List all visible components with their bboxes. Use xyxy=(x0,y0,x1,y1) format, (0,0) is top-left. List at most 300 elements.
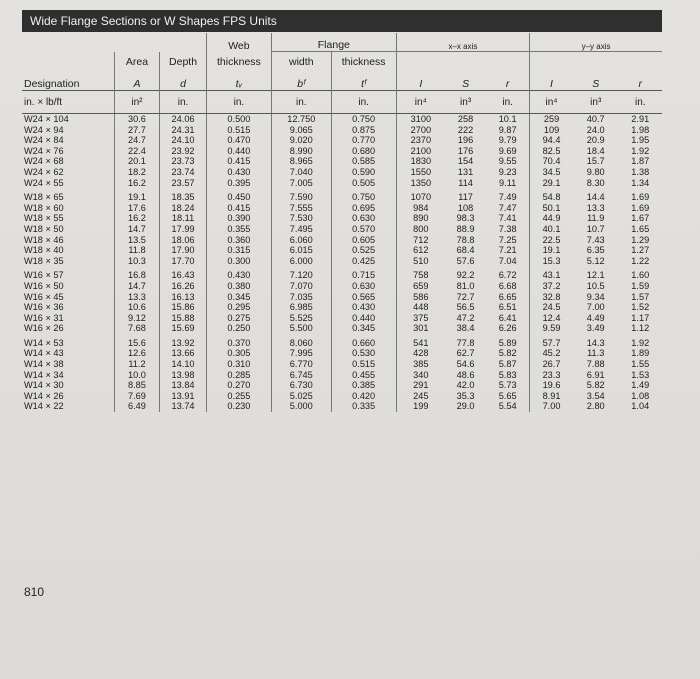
designation-cell: W16 × 50 xyxy=(24,280,64,291)
value-cell: 0.505 xyxy=(331,178,396,189)
value-cell: 1.69 xyxy=(631,202,650,213)
value-cell: 1.29 xyxy=(631,234,650,245)
table-row xyxy=(22,213,662,224)
value-cell: 12.1 xyxy=(586,270,605,281)
value-cell: 23.74 xyxy=(160,167,207,178)
value-cell: 1.04 xyxy=(631,401,650,412)
value-cell: 16.43 xyxy=(160,266,207,281)
value-cell: 12.6 xyxy=(114,348,160,359)
table-row xyxy=(22,235,662,246)
unit-cell: in⁴ xyxy=(396,91,445,114)
designation-cell: W24 × 76 xyxy=(24,145,64,156)
value-cell: 5.87 xyxy=(498,359,517,370)
value-cell: 6.68 xyxy=(498,280,517,291)
value-cell: 245 xyxy=(396,391,445,402)
value-cell: 24.31 xyxy=(160,125,207,136)
value-cell: 2100 xyxy=(396,146,445,157)
value-cell: 5.025 xyxy=(271,391,331,402)
value-cell: 5.83 xyxy=(498,369,517,380)
value-cell: 6.015 xyxy=(271,245,331,256)
w-shapes-table-container xyxy=(22,33,662,412)
designation-cell: W14 × 22 xyxy=(24,401,64,412)
value-cell: 1.92 xyxy=(631,145,650,156)
web-header: Web xyxy=(206,33,271,52)
unit-cell: in⁴ xyxy=(530,91,573,114)
value-cell: 0.395 xyxy=(206,178,271,189)
table-row xyxy=(22,313,662,324)
value-cell: 5.54 xyxy=(498,401,517,412)
value-cell: 7.25 xyxy=(498,234,517,245)
value-cell: 1.27 xyxy=(631,245,650,256)
table-header xyxy=(22,33,662,114)
value-cell: 0.345 xyxy=(206,292,271,303)
unit-cell: in. xyxy=(486,91,529,114)
designation-cell: W18 × 65 xyxy=(24,192,64,203)
value-cell: 5.500 xyxy=(271,323,331,334)
unit-cell: in. xyxy=(271,91,331,114)
value-cell: 42.0 xyxy=(456,380,475,391)
unit-cell: in. xyxy=(331,91,396,114)
value-cell: 0.355 xyxy=(206,224,271,235)
value-cell: 20.9 xyxy=(586,135,605,146)
value-cell: 0.440 xyxy=(206,146,271,157)
value-cell: 0.585 xyxy=(331,156,396,167)
value-cell: 19.1 xyxy=(114,188,160,203)
value-cell: 0.440 xyxy=(331,313,396,324)
value-cell: 18.35 xyxy=(160,188,207,203)
value-cell: 301 xyxy=(396,323,445,334)
value-cell: 56.5 xyxy=(456,302,475,313)
value-cell: 0.450 xyxy=(206,188,271,203)
value-cell: 19.1 xyxy=(530,245,573,256)
value-cell: 12.4 xyxy=(530,313,573,324)
value-cell: 11.8 xyxy=(114,245,160,256)
value-cell: 9.11 xyxy=(499,177,517,188)
value-cell: 1.08 xyxy=(631,390,650,401)
flange-thickness-symbol: tᶠ xyxy=(331,68,396,91)
value-cell: 10.0 xyxy=(114,370,160,381)
value-cell: 0.380 xyxy=(206,281,271,292)
value-cell: 19.6 xyxy=(530,380,573,391)
value-cell: 6.000 xyxy=(271,256,331,267)
value-cell: 1.95 xyxy=(631,135,650,146)
value-cell: 199 xyxy=(396,401,445,412)
value-cell: 375 xyxy=(396,313,445,324)
value-cell: 98.3 xyxy=(456,213,475,224)
table-row xyxy=(22,146,662,157)
value-cell: 541 xyxy=(396,334,445,349)
table-row xyxy=(22,256,662,267)
value-cell: 6.985 xyxy=(271,302,331,313)
value-cell: 1.65 xyxy=(631,223,650,234)
value-cell: 82.5 xyxy=(530,146,573,157)
value-cell: 109 xyxy=(530,125,573,136)
value-cell: 0.525 xyxy=(331,245,396,256)
value-cell: 20.1 xyxy=(114,156,160,167)
value-cell: 17.6 xyxy=(114,203,160,214)
designation-cell: W18 × 60 xyxy=(24,202,64,213)
value-cell: 7.00 xyxy=(586,302,605,313)
web-thickness-symbol: tᵥ xyxy=(206,68,271,91)
value-cell: 24.10 xyxy=(160,135,207,146)
value-cell: 7.120 xyxy=(271,266,331,281)
value-cell: 17.99 xyxy=(160,224,207,235)
value-cell: 0.335 xyxy=(331,401,396,412)
table-row xyxy=(22,135,662,146)
value-cell: 9.69 xyxy=(498,145,517,156)
value-cell: 7.590 xyxy=(271,188,331,203)
value-cell: 7.49 xyxy=(498,192,517,203)
unit-cell: in. × lb/ft xyxy=(22,91,114,114)
value-cell: 18.06 xyxy=(160,235,207,246)
table-row xyxy=(22,380,662,391)
value-cell: 340 xyxy=(396,370,445,381)
value-cell: 13.92 xyxy=(160,334,207,349)
table-row xyxy=(22,245,662,256)
designation-cell: W18 × 40 xyxy=(24,245,64,256)
value-cell: 1.67 xyxy=(631,213,650,224)
value-cell: 1.53 xyxy=(631,369,650,380)
value-cell: 47.2 xyxy=(456,312,475,323)
value-cell: 78.8 xyxy=(456,234,475,245)
value-cell: 9.34 xyxy=(586,291,605,302)
value-cell: 1.49 xyxy=(631,380,650,391)
value-cell: 70.4 xyxy=(530,156,573,167)
value-cell: 291 xyxy=(396,380,445,391)
value-cell: 24.5 xyxy=(530,302,573,313)
value-cell: 0.515 xyxy=(331,359,396,370)
value-cell: 0.530 xyxy=(331,348,396,359)
value-cell: 6.41 xyxy=(498,312,517,323)
value-cell: 9.020 xyxy=(271,135,331,146)
value-cell: 7.495 xyxy=(271,224,331,235)
value-cell: 5.73 xyxy=(498,380,517,391)
value-cell: 7.070 xyxy=(271,281,331,292)
value-cell: 0.420 xyxy=(331,391,396,402)
units-row xyxy=(22,91,662,114)
designation-cell: W16 × 31 xyxy=(24,312,64,323)
value-cell: 5.525 xyxy=(271,313,331,324)
value-cell: 6.72 xyxy=(498,270,517,281)
value-cell: 57.7 xyxy=(530,334,573,349)
value-cell: 8.85 xyxy=(114,380,160,391)
flange-header: Flange xyxy=(271,33,396,52)
value-cell: 196 xyxy=(457,135,474,146)
designation-cell: W18 × 46 xyxy=(24,234,64,245)
ix-header: I xyxy=(396,68,445,91)
designation-cell: W24 × 55 xyxy=(24,177,64,188)
value-cell: 3100 xyxy=(396,114,445,125)
value-cell: 448 xyxy=(396,302,445,313)
value-cell: 0.570 xyxy=(331,224,396,235)
value-cell: 0.315 xyxy=(206,245,271,256)
value-cell: 1.38 xyxy=(631,166,650,177)
table-row xyxy=(22,167,662,178)
value-cell: 114 xyxy=(458,177,473,188)
value-cell: 984 xyxy=(396,203,445,214)
value-cell: 131 xyxy=(457,166,474,177)
value-cell: 659 xyxy=(396,281,445,292)
designation-cell: W14 × 30 xyxy=(24,380,64,391)
value-cell: 18.4 xyxy=(586,145,605,156)
value-cell: 510 xyxy=(396,256,445,267)
designation-cell: W18 × 50 xyxy=(24,223,64,234)
value-cell: 0.360 xyxy=(206,235,271,246)
table-row xyxy=(22,266,662,281)
value-cell: 14.7 xyxy=(114,281,160,292)
value-cell: 23.3 xyxy=(530,370,573,381)
value-cell: 8.060 xyxy=(271,334,331,349)
value-cell: 0.630 xyxy=(331,281,396,292)
value-cell: 1.55 xyxy=(631,359,650,370)
value-cell: 13.3 xyxy=(114,292,160,303)
value-cell: 7.38 xyxy=(498,223,517,234)
value-cell: 40.7 xyxy=(586,114,605,124)
value-cell: 0.565 xyxy=(331,292,396,303)
value-cell: 0.455 xyxy=(331,370,396,381)
value-cell: 259 xyxy=(530,114,573,125)
value-cell: 29.0 xyxy=(456,401,475,412)
value-cell: 6.770 xyxy=(271,359,331,370)
value-cell: 5.82 xyxy=(586,380,605,391)
value-cell: 7.00 xyxy=(530,401,573,412)
value-cell: 0.470 xyxy=(206,135,271,146)
value-cell: 23.57 xyxy=(160,178,207,189)
value-cell: 18.2 xyxy=(114,167,160,178)
table-row xyxy=(22,302,662,313)
value-cell: 3.54 xyxy=(586,390,605,401)
value-cell: 0.590 xyxy=(331,167,396,178)
value-cell: 43.1 xyxy=(530,266,573,281)
value-cell: 38.4 xyxy=(456,323,475,334)
value-cell: 13.74 xyxy=(160,401,207,412)
value-cell: 17.70 xyxy=(160,256,207,267)
table-row xyxy=(22,292,662,303)
value-cell: 0.285 xyxy=(206,370,271,381)
value-cell: 77.8 xyxy=(456,337,475,348)
value-cell: 176 xyxy=(457,145,474,156)
unit-cell: in² xyxy=(114,91,160,114)
value-cell: 23.73 xyxy=(160,156,207,167)
designation-cell: W14 × 34 xyxy=(24,369,64,380)
value-cell: 17.90 xyxy=(160,245,207,256)
designation-cell: W18 × 35 xyxy=(24,255,64,266)
value-cell: 24.7 xyxy=(114,135,160,146)
value-cell: 0.370 xyxy=(206,334,271,349)
value-cell: 7.88 xyxy=(586,359,605,370)
value-cell: 0.770 xyxy=(331,135,396,146)
sx-header: S xyxy=(462,78,470,90)
value-cell: 1.59 xyxy=(631,280,650,291)
value-cell: 6.26 xyxy=(498,323,517,334)
value-cell: 7.43 xyxy=(586,234,605,245)
value-cell: 0.430 xyxy=(206,266,271,281)
designation-cell: W14 × 53 xyxy=(24,337,64,348)
value-cell: 0.390 xyxy=(206,213,271,224)
sy-header: S xyxy=(592,78,600,90)
value-cell: 37.2 xyxy=(530,281,573,292)
value-cell: 1.34 xyxy=(631,177,650,188)
table-row xyxy=(22,334,662,349)
table-title: Wide Flange Sections or W Shapes FPS Units xyxy=(22,10,662,32)
value-cell: 712 xyxy=(396,235,445,246)
value-cell: 16.8 xyxy=(114,266,160,281)
value-cell: 13.84 xyxy=(160,380,207,391)
value-cell: 13.91 xyxy=(160,391,207,402)
value-cell: 0.295 xyxy=(206,302,271,313)
value-cell: 0.715 xyxy=(331,266,396,281)
designation-cell: W16 × 26 xyxy=(24,323,64,334)
value-cell: 10.3 xyxy=(114,256,160,267)
value-cell: 0.255 xyxy=(206,391,271,402)
value-cell: 7.21 xyxy=(498,245,517,256)
table-row xyxy=(22,224,662,235)
value-cell: 0.415 xyxy=(206,203,271,214)
value-cell: 9.23 xyxy=(498,166,517,177)
value-cell: 6.65 xyxy=(498,291,517,302)
value-cell: 0.385 xyxy=(331,380,396,391)
value-cell: 0.305 xyxy=(206,348,271,359)
value-cell: 5.82 xyxy=(498,348,517,359)
value-cell: 57.6 xyxy=(456,255,475,266)
value-cell: 5.000 xyxy=(271,401,331,412)
value-cell: 15.69 xyxy=(160,323,207,334)
value-cell: 1550 xyxy=(396,167,445,178)
value-cell: 14.10 xyxy=(160,359,207,370)
value-cell: 10.1 xyxy=(498,114,517,124)
value-cell: 13.98 xyxy=(160,370,207,381)
value-cell: 54.6 xyxy=(456,359,475,370)
value-cell: 5.65 xyxy=(498,390,517,401)
designation-cell: W24 × 104 xyxy=(24,114,69,124)
unit-cell: in³ xyxy=(445,91,486,114)
value-cell: 0.680 xyxy=(331,146,396,157)
value-cell: 13.3 xyxy=(586,202,605,213)
area-symbol: A xyxy=(114,68,160,91)
value-cell: 22.5 xyxy=(530,235,573,246)
value-cell: 108 xyxy=(457,202,474,213)
value-cell: 1.92 xyxy=(631,337,650,348)
value-cell: 1830 xyxy=(396,156,445,167)
value-cell: 0.415 xyxy=(206,156,271,167)
table-row xyxy=(22,370,662,381)
value-cell: 8.990 xyxy=(271,146,331,157)
value-cell: 14.7 xyxy=(114,224,160,235)
table-row xyxy=(22,323,662,334)
value-cell: 117 xyxy=(458,192,473,203)
table-row xyxy=(22,401,662,412)
value-cell: 8.91 xyxy=(530,391,573,402)
table-row xyxy=(22,359,662,370)
w-shapes-table xyxy=(22,33,662,412)
value-cell: 35.3 xyxy=(456,390,475,401)
value-cell: 0.430 xyxy=(206,167,271,178)
value-cell: 0.515 xyxy=(206,125,271,136)
unit-cell: in³ xyxy=(573,91,619,114)
value-cell: 94.4 xyxy=(530,135,573,146)
designation-header: Designation xyxy=(24,78,80,90)
value-cell: 1.87 xyxy=(631,156,650,167)
value-cell: 7.040 xyxy=(271,167,331,178)
value-cell: 40.1 xyxy=(530,224,573,235)
value-cell: 27.7 xyxy=(114,125,160,136)
flange-width-header: width xyxy=(271,52,331,69)
value-cell: 7.530 xyxy=(271,213,331,224)
value-cell: 10.7 xyxy=(586,223,605,234)
value-cell: 6.51 xyxy=(498,302,517,313)
table-row xyxy=(22,391,662,402)
value-cell: 9.065 xyxy=(271,125,331,136)
value-cell: 9.79 xyxy=(498,135,517,146)
value-cell: 13.66 xyxy=(160,348,207,359)
value-cell: 44.9 xyxy=(530,213,573,224)
value-cell: 81.0 xyxy=(456,280,475,291)
table-row xyxy=(22,178,662,189)
web-thickness-header: thickness xyxy=(206,52,271,69)
value-cell: 15.88 xyxy=(160,313,207,324)
table-body xyxy=(22,114,662,413)
value-cell: 6.49 xyxy=(114,401,160,412)
value-cell: 50.1 xyxy=(530,203,573,214)
value-cell: 7.035 xyxy=(271,292,331,303)
unit-cell: in. xyxy=(160,91,207,114)
value-cell: 0.425 xyxy=(331,256,396,267)
value-cell: 62.7 xyxy=(456,348,475,359)
table-row xyxy=(22,125,662,136)
value-cell: 15.6 xyxy=(114,334,160,349)
area-header: Area xyxy=(114,52,160,69)
flange-thickness-header: thickness xyxy=(331,52,396,69)
value-cell: 15.7 xyxy=(586,156,605,167)
value-cell: 10.5 xyxy=(586,280,605,291)
yy-axis-header: y–y axis xyxy=(530,33,662,52)
value-cell: 12.750 xyxy=(271,114,331,125)
value-cell: 1.22 xyxy=(631,255,650,266)
value-cell: 0.695 xyxy=(331,203,396,214)
value-cell: 0.430 xyxy=(331,302,396,313)
value-cell: 24.0 xyxy=(586,124,605,135)
value-cell: 1.12 xyxy=(631,323,650,334)
value-cell: 890 xyxy=(396,213,445,224)
value-cell: 34.5 xyxy=(530,167,573,178)
value-cell: 7.68 xyxy=(114,323,160,334)
value-cell: 586 xyxy=(396,292,445,303)
depth-header: Depth xyxy=(160,52,207,69)
value-cell: 30.6 xyxy=(114,114,160,125)
designation-cell: W24 × 62 xyxy=(24,166,64,177)
table-row xyxy=(22,156,662,167)
value-cell: 1.52 xyxy=(631,302,650,313)
value-cell: 4.49 xyxy=(586,312,605,323)
table-row xyxy=(22,114,662,125)
value-cell: 2370 xyxy=(396,135,445,146)
value-cell: 9.55 xyxy=(498,156,517,167)
value-cell: 10.6 xyxy=(114,302,160,313)
value-cell: 1.89 xyxy=(631,348,650,359)
designation-cell: W14 × 43 xyxy=(24,348,64,359)
value-cell: 6.91 xyxy=(586,369,605,380)
value-cell: 15.3 xyxy=(530,256,573,267)
value-cell: 0.750 xyxy=(331,188,396,203)
unit-cell: in. xyxy=(619,91,663,114)
value-cell: 92.2 xyxy=(456,270,475,281)
value-cell: 9.59 xyxy=(530,323,573,334)
value-cell: 24.06 xyxy=(160,114,207,125)
value-cell: 0.270 xyxy=(206,380,271,391)
value-cell: 72.7 xyxy=(456,291,475,302)
value-cell: 16.26 xyxy=(160,281,207,292)
value-cell: 0.630 xyxy=(331,213,396,224)
